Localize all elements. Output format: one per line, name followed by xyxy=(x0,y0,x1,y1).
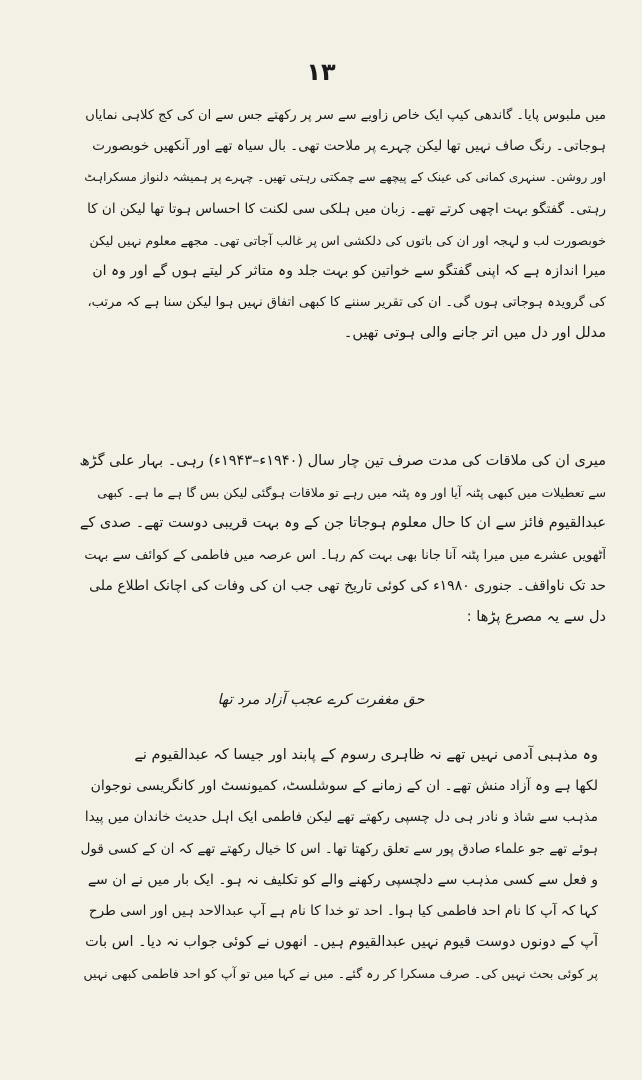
text-line: کہا کہ آپ کا نام احد فاطمی کیا ہوا۔ احد تو خدا کا نام ہے آپ عبدالاحد ہیں اور اسی طرح xyxy=(88,902,598,919)
text-line: پر کوئی بحث نہیں کی۔ صرف مسکرا کر رہ گئے۔ میں نے کہا میں تو آپ کو احد فاطمی کبھی نہیں xyxy=(83,966,598,982)
page-number: ۱۳ xyxy=(306,58,336,86)
paragraph-2 xyxy=(78,446,606,633)
text-line: و فعل سے کسی مذہب سے دلچسپی رکھنے والے کو تکلیف نہ ہو۔ ایک بار میں نے ان سے xyxy=(87,871,598,888)
text-line: اور روشن۔ سنہری کمانی کی عینک کے پیچھے سے چمکتی رہتی تھیں۔ چہرے پر ہمیشہ دلنواز مسکراہٹ xyxy=(84,170,606,185)
verse-line: حق مغفرت کرے عجب آزاد مرد تھا xyxy=(217,692,425,708)
text-line: خوبصورت لب و لہجہ اور ان کی باتوں کی دلکشی اس پر غالب آجاتی تھی۔ مجھے معلوم نہیں لیکن xyxy=(89,232,606,248)
text-line: میری ان کی ملاقات کی مدت صرف تین چار سال (۱۹۴۰ء–۱۹۴۳ء) رہی۔ بہار علی گڑھ xyxy=(79,453,606,469)
text-line: دل سے یہ مصرع پڑھا : xyxy=(466,608,606,625)
paragraph-1 xyxy=(78,100,606,350)
text-line: حد تک ناواقف۔ جنوری ۱۹۸۰ء کی کوئی تاریخ تھی جب ان کی وفات کی اچانک اطلاع ملی xyxy=(89,577,606,594)
text-line: عبدالقیوم فائز سے ان کا حال معلوم ہوجاتا جن کے وہ بہت قریبی دوست تھے۔ صدی کے xyxy=(79,515,606,532)
text-line: رہتی۔ گفتگو بہت اچھی کرتے تھے۔ زبان میں ہلکی سی لکنت کا احساس ہوتا تھا لیکن ان کا xyxy=(87,200,606,217)
text-line: میں ملبوس پایا۔ گاندھی کیپ ایک خاص زاویے سے سر پر رکھتے جس سے ان کی کج کلاہی نمایاں xyxy=(85,108,606,123)
text-line: مدلل اور دل میں اتر جانے والی ہوتی تھیں۔ xyxy=(343,325,606,342)
text-line: سے تعطیلات میں کبھی پٹنہ آیا اور وہ پٹنہ میں رہے تو ملاقات ہوگئی لیکن بس گا ہے ما ہے۔ کبھی xyxy=(97,485,606,501)
text-line: لکھا ہے وہ آزاد منش تھے۔ ان کے زمانے کے سوشلسٹ، کمیونسٹ اور کانگریسی نوجوان xyxy=(90,778,598,795)
text-line: مذہب سے شاذ و نادر ہی دل چسپی رکھتے تھے لیکن فاطمی ایک اہل حدیث خاندان میں پیدا xyxy=(84,809,598,826)
text-line: آپ کے دونوں دوست قیوم نہیں عبدالقیوم ہیں۔ انھوں نے کوئی جواب نہ دیا۔ اس بات xyxy=(85,934,598,951)
text-line: آٹھویں عشرے میں میرا پٹنہ آنا جانا بھی بہت کم رہا۔ اس عرصہ میں فاطمی کے کوائف سے بہت xyxy=(84,547,606,563)
paragraph-3 xyxy=(78,740,598,990)
text-line: ہوئے تھے جو علماء صادق پور سے تعلق رکھتا تھا۔ اس کا خیال رکھتے تھے کہ ان کے کسی قول xyxy=(80,840,598,857)
text-line: ہوجاتی۔ رنگ صاف نہیں تھا لیکن چہرے پر ملاحت تھی۔ بال سیاہ تھے اور آنکھیں خوبصورت xyxy=(92,138,606,155)
text-line: کی گرویدہ ہوجاتی ہوں گی۔ ان کی تقریر سننے کا کبھی اتفاق نہیں ہوا لیکن سنا ہے کہ مرتب، xyxy=(87,295,606,311)
text-line: میرا اندازہ ہے کہ اپنی گفتگو سے خواتین کو بہت جلد وہ متاثر کر لیتے ہوں گے اور وہ ان xyxy=(92,262,606,279)
text-line: وہ مذہبی آدمی نہیں تھے نہ ظاہری رسوم کے پابند اور جیسا کہ عبدالقیوم نے xyxy=(134,747,598,763)
